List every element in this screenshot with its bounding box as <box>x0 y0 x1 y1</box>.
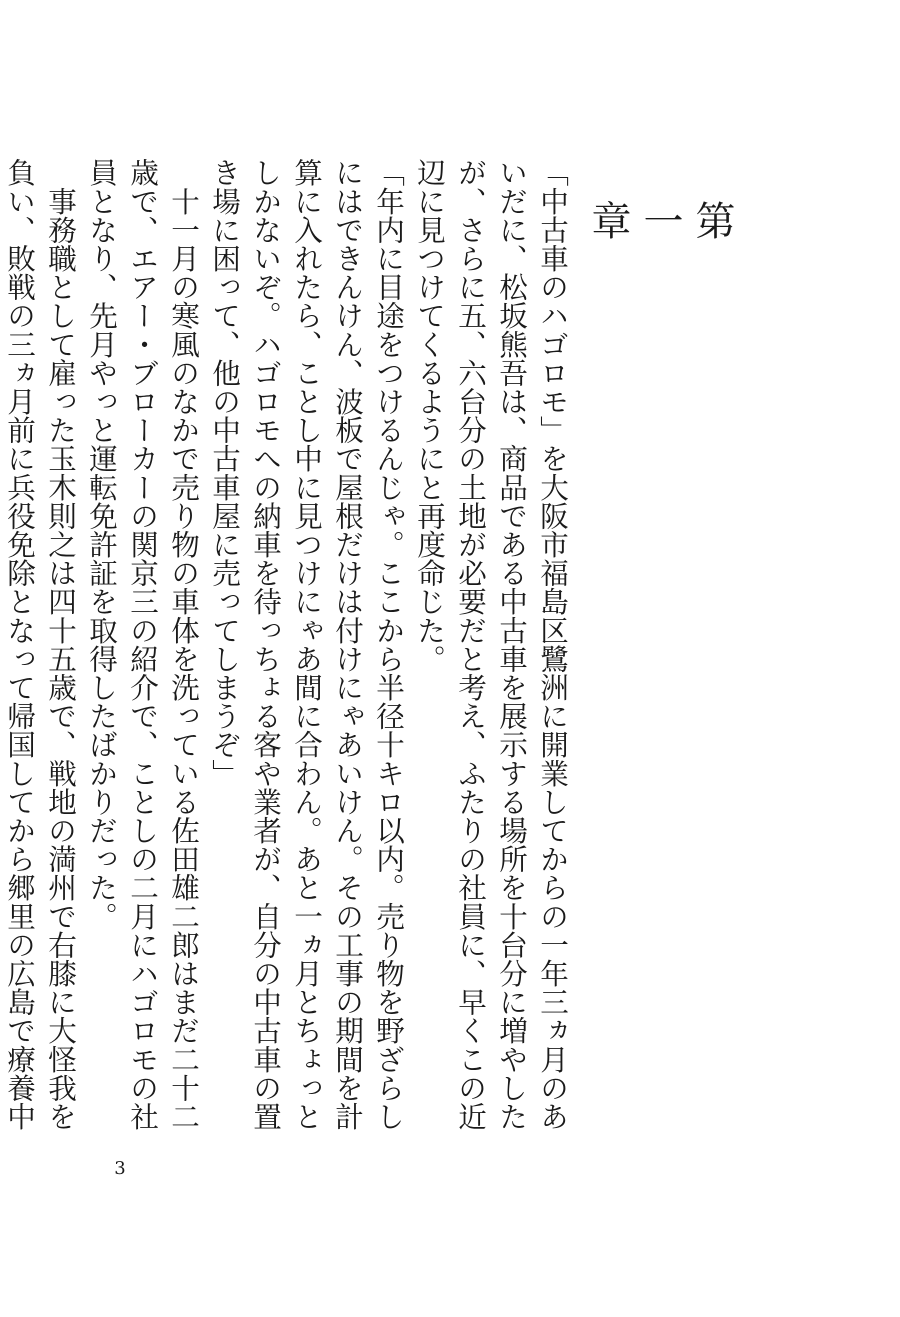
paragraph: 「中古車のハゴロモ」を大阪市福島区鷺洲に開業してからの一年三ヵ月のあいだに、松坂熊吾は、商品である中古車を展示する場所を十台分に増やしたが、さらに五、六台分の土地が必要だと考え、ふたりの社員に、早くこの近辺に見つけてくるようにと再度命じた。 <box>413 158 570 1131</box>
paragraph: 十一月の寒風のなかで売り物の車体を洗っている佐田雄二郎はまだ二十二歳で、エアー・ブローカーの関京三の紹介で、ことしの二月にハゴロモの社員となり、先月やっと運転免許証を取得したばかりだった。 <box>85 158 201 1131</box>
chapter-title: 第一章 <box>585 200 735 280</box>
page-number: 3 <box>114 1158 126 1179</box>
paragraph: 「年内に目途をつけるんじゃ。ここから半径十キロ以内。売り物を野ざらしにはできんけん、波板で屋根だけは付けにゃあいけん。その工事の期間を計算に入れたら、ことし中に見つけにゃあ間に合わん。あと一ヵ月とちょっとしかないぞ。ハゴロモへの納車を待っちょる客や業者が、自分の中古車の置き場に困って、他の中古車屋に売ってしまうぞ」 <box>208 158 406 1131</box>
paragraph: 事務職として雇った玉木則之は四十五歳で、戦地の満州で右膝に大怪我を負い、敗戦の三ヵ月前に兵役免除となって帰国してから郷里の広島で療養中 <box>3 158 78 1131</box>
body-text <box>3 158 573 1158</box>
